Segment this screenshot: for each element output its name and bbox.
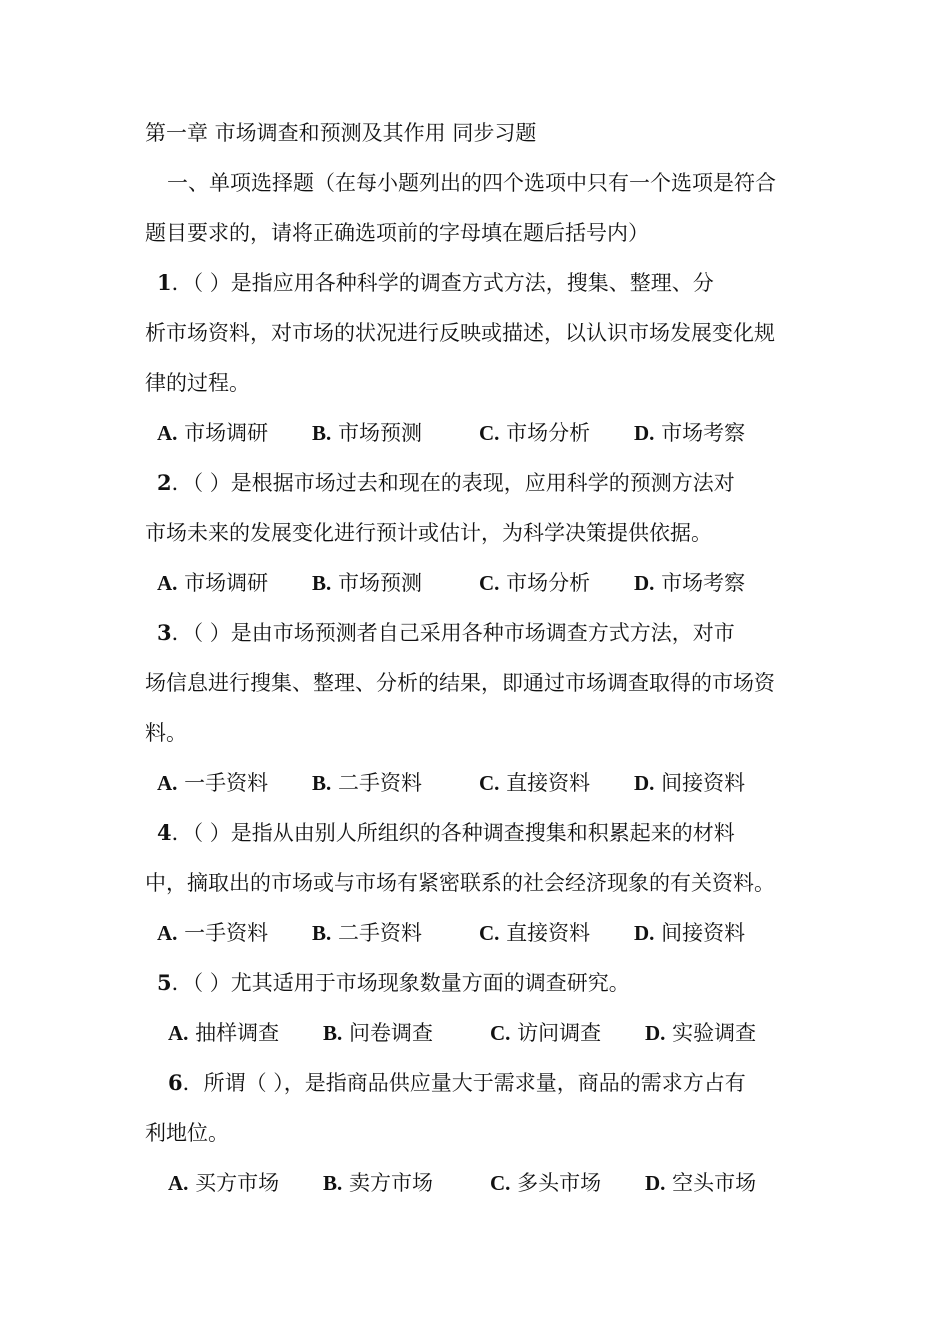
- option-a: [157, 568, 268, 598]
- option-letter: D.: [634, 771, 655, 795]
- question-3-line-1: [157, 618, 735, 648]
- section-heading-line-1: 一、单项选择题（在每小题列出的四个选项中只有一个选项是符合: [167, 171, 776, 195]
- option-b: [312, 568, 422, 598]
- question-2-line-2: 市场未来的发展变化进行预计或估计，为科学决策提供依据。: [145, 521, 712, 545]
- option-letter: B.: [323, 1021, 343, 1045]
- option-letter: B.: [312, 921, 332, 945]
- option-letter: A.: [157, 421, 178, 445]
- option-letter: B.: [323, 1171, 343, 1195]
- option-letter: A.: [157, 771, 178, 795]
- option-text: 一手资料: [184, 771, 269, 795]
- option-letter: D.: [634, 921, 655, 945]
- question-number: 5: [157, 970, 172, 995]
- option-text: 多头市场: [517, 1171, 602, 1195]
- question-text: ．（ ）是指从由别人所组织的各种调查搜集和积累起来的材料: [171, 821, 735, 845]
- option-letter: C.: [479, 771, 500, 795]
- question-3-line-2: 场信息进行搜集、整理、分析的结果，即通过市场调查取得的市场资: [145, 671, 775, 695]
- question-1-line-3: 律的过程。: [145, 371, 250, 395]
- option-a: [168, 1168, 279, 1198]
- option-text: 抽样调查: [195, 1021, 280, 1045]
- option-b: [312, 418, 422, 448]
- question-text: ．（ ）是根据市场过去和现在的表现，应用科学的预测方法对: [171, 471, 735, 495]
- question-3-options: [0, 768, 950, 798]
- option-text: 卖方市场: [348, 1171, 433, 1195]
- option-a: [168, 1018, 279, 1048]
- option-a: [157, 918, 268, 948]
- option-d: [634, 918, 745, 948]
- option-text: 二手资料: [337, 921, 422, 945]
- option-d: [645, 1168, 756, 1198]
- question-number: 3: [157, 620, 172, 645]
- question-text: ．（ ）尤其适用于市场现象数量方面的调查研究。: [171, 971, 630, 995]
- option-letter: D.: [634, 571, 655, 595]
- option-letter: B.: [312, 571, 332, 595]
- option-c: [479, 768, 590, 798]
- option-d: [634, 568, 745, 598]
- option-text: 市场调研: [184, 571, 269, 595]
- option-d: [634, 768, 745, 798]
- question-6-line-2: 利地位。: [145, 1121, 229, 1145]
- option-text: 市场考察: [661, 571, 746, 595]
- option-text: 访问调查: [517, 1021, 602, 1045]
- option-text: 买方市场: [195, 1171, 280, 1195]
- option-letter: C.: [479, 421, 500, 445]
- option-c: [479, 418, 590, 448]
- option-c: [490, 1168, 601, 1198]
- option-d: [645, 1018, 756, 1048]
- question-text: ．（ ）是指应用各种科学的调查方式方法，搜集、整理、分: [171, 271, 714, 295]
- question-4-line-2: 中，摘取出的市场或与市场有紧密联系的社会经济现象的有关资料。: [145, 871, 775, 895]
- chapter-title: 第一章 市场调查和预测及其作用 同步习题: [145, 121, 537, 145]
- option-text: 市场分析: [506, 571, 591, 595]
- option-text: 市场调研: [184, 421, 269, 445]
- section-heading-line-2: 题目要求的，请将正确选项前的字母填在题后括号内）: [145, 221, 649, 245]
- option-letter: D.: [645, 1171, 666, 1195]
- option-letter: B.: [312, 771, 332, 795]
- option-text: 市场分析: [506, 421, 591, 445]
- option-b: [312, 768, 422, 798]
- option-a: [157, 418, 268, 448]
- option-text: 市场预测: [337, 571, 422, 595]
- option-text: 间接资料: [661, 921, 746, 945]
- question-5-line-1: [157, 968, 630, 998]
- question-number: 1: [157, 270, 172, 295]
- option-b: [323, 1018, 433, 1048]
- question-2-line-1: [157, 468, 735, 498]
- option-letter: A.: [168, 1021, 189, 1045]
- option-letter: B.: [312, 421, 332, 445]
- option-d: [634, 418, 745, 448]
- option-letter: A.: [157, 571, 178, 595]
- option-c: [479, 568, 590, 598]
- option-letter: A.: [157, 921, 178, 945]
- question-text: ．所谓（ ），是指商品供应量大于需求量，商品的需求方占有: [182, 1071, 746, 1095]
- option-text: 二手资料: [337, 771, 422, 795]
- question-4-line-1: [157, 818, 735, 848]
- option-text: 市场预测: [337, 421, 422, 445]
- question-6-line-1: [168, 1068, 746, 1098]
- question-1-line-1: [157, 268, 714, 298]
- question-6-options: [0, 1168, 950, 1198]
- option-c: [490, 1018, 601, 1048]
- question-number: 6: [168, 1070, 183, 1095]
- option-letter: C.: [479, 571, 500, 595]
- question-text: ．（ ）是由市场预测者自己采用各种市场调查方式方法，对市: [171, 621, 735, 645]
- option-text: 实验调查: [672, 1021, 757, 1045]
- option-a: [157, 768, 268, 798]
- option-text: 市场考察: [661, 421, 746, 445]
- question-2-options: [0, 568, 950, 598]
- option-letter: D.: [645, 1021, 666, 1045]
- option-text: 直接资料: [506, 921, 591, 945]
- option-text: 一手资料: [184, 921, 269, 945]
- question-1-options: [0, 418, 950, 448]
- question-4-options: [0, 918, 950, 948]
- option-b: [312, 918, 422, 948]
- question-3-line-3: 料。: [145, 721, 187, 745]
- option-letter: A.: [168, 1171, 189, 1195]
- option-text: 问卷调查: [348, 1021, 433, 1045]
- question-number: 4: [157, 820, 172, 845]
- option-c: [479, 918, 590, 948]
- question-1-line-2: 析市场资料，对市场的状况进行反映或描述，以认识市场发展变化规: [145, 321, 775, 345]
- option-letter: C.: [490, 1021, 511, 1045]
- option-text: 直接资料: [506, 771, 591, 795]
- option-letter: D.: [634, 421, 655, 445]
- option-text: 空头市场: [672, 1171, 757, 1195]
- option-letter: C.: [479, 921, 500, 945]
- question-number: 2: [157, 470, 172, 495]
- option-b: [323, 1168, 433, 1198]
- option-text: 间接资料: [661, 771, 746, 795]
- option-letter: C.: [490, 1171, 511, 1195]
- question-5-options: [0, 1018, 950, 1048]
